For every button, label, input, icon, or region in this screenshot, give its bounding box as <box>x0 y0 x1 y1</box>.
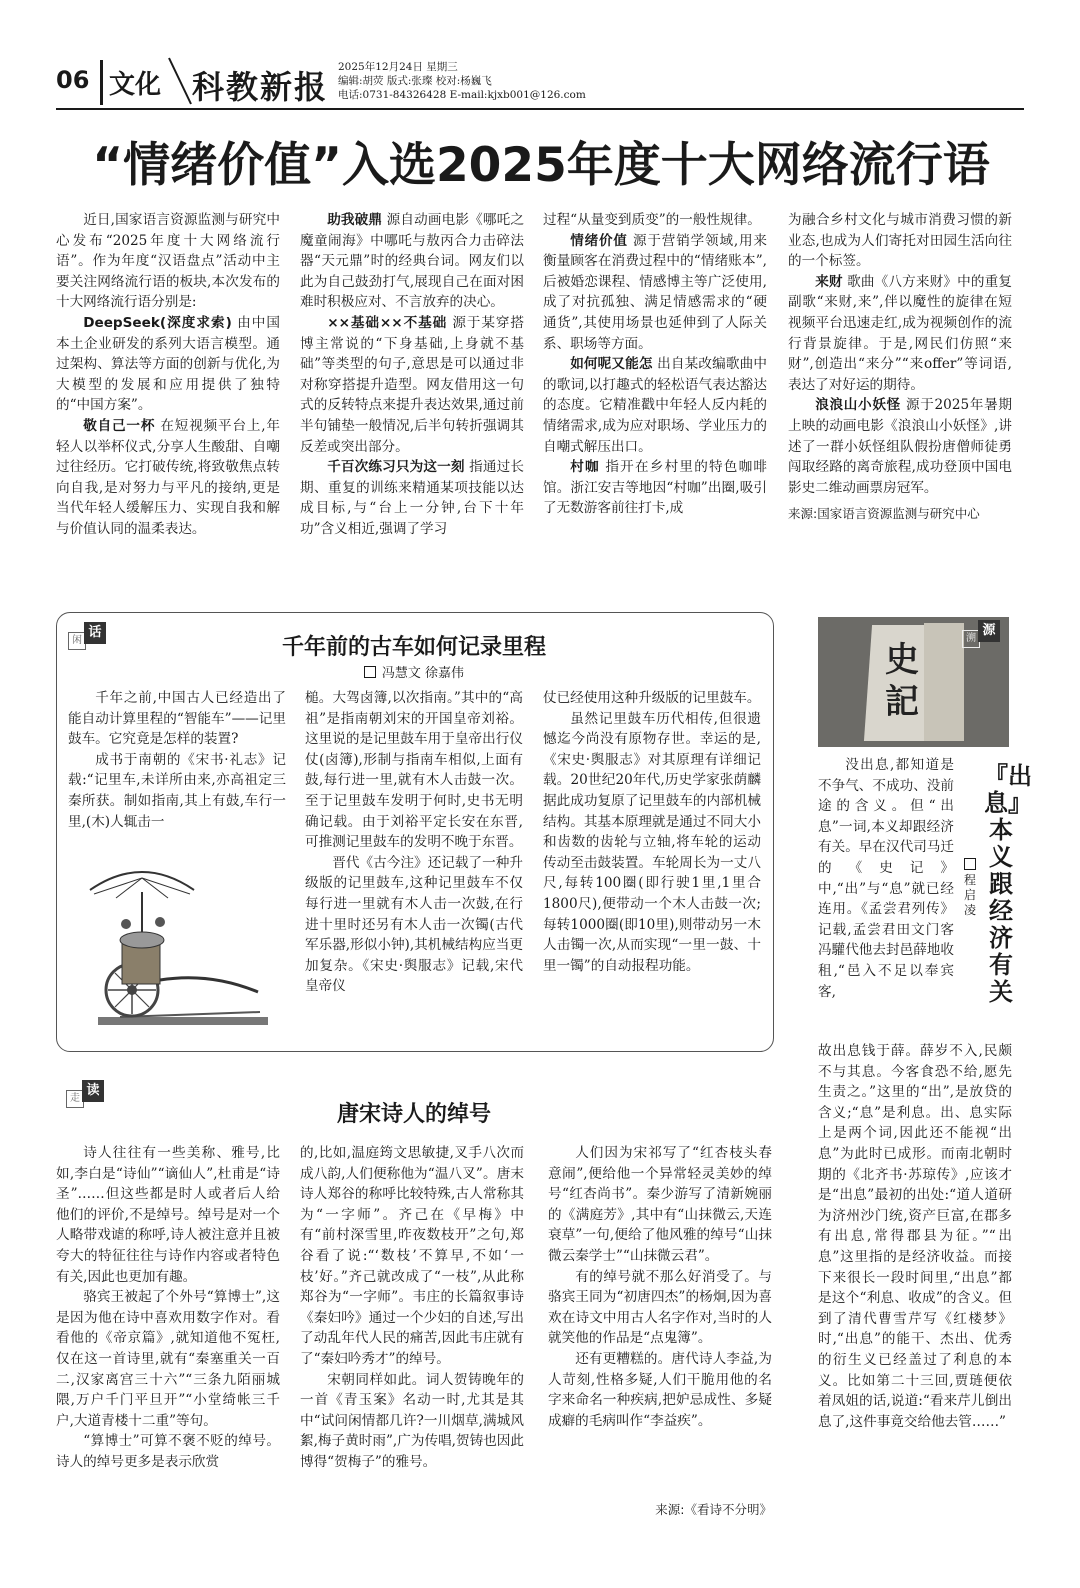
term-keyword: DeepSeek(深度求索) <box>83 314 232 331</box>
term-keyword: 如何呢又能怎 <box>570 356 653 373</box>
paragraph <box>300 457 524 539</box>
paragraph: 虽然记里鼓车历代相传,但很遗憾迄今尚没有原物存世。幸运的是,《宋史·舆服志》对其原理有详细记载。20世纪20年代,历史学家张荫麟据此成功复原了记里鼓车的内部机械结构。其基本原理就是通过不同大小和齿数的齿轮与立轴,将车轮的运动传动至击鼓装置。车轮周长为一丈八尺,每转100圈(即行驶1里,1里合1800尺),便带动一个木人击鼓一次;每转1000圈(即10里),则带动另一木人击镯一次,从而实现“一里一鼓、十里一镯”的自动报程功能。 <box>543 710 761 974</box>
origin-narrow-text: 没出息,都知道是不争气、不成功、没前途的含义。但“出息”一词,本义却跟经济有关。早在汉代司马迁的《史记》中,“出”与“息”就已经连用。《孟尝君列传》记载,孟尝君田文门客冯驩代他去封邑薛地收租,“邑入不足以奉宾客, <box>818 757 954 1000</box>
term-text: 出自某改编歌曲中的歌词,以打趣式的轻松语气表达豁达的态度。它精准戳中年轻人反内耗的情绪需求,成为应对职场、学业压力的自嘲式解压出口。 <box>543 356 768 455</box>
poets-column-1 <box>56 1143 280 1473</box>
feature-column-1 <box>68 688 286 832</box>
tag-big: 源 <box>978 620 1000 642</box>
feature-column-3 <box>543 688 761 976</box>
tag-big: 话 <box>84 622 106 644</box>
tag-small: 溯 <box>962 630 980 648</box>
paragraph <box>788 210 1012 272</box>
term-text: 过程“从量变到质变”的一般性规律。 <box>543 212 761 228</box>
paragraph <box>300 210 524 313</box>
photo-calligraphy: 史記 <box>885 640 919 722</box>
term-keyword: 助我破鼎 <box>327 212 383 228</box>
term-text: 为融合乡村文化与城市消费习惯的新业态,也成为人们寄托对田园生活向往的一个标签。 <box>788 212 1012 270</box>
term-keyword: 村咖 <box>570 459 600 476</box>
paragraph: 骆宾王被起了个外号“算博士”,这是因为他在诗中喜欢用数字作对。看看他的《帝京篇》,就知道他不冤枉,仅在这一首诗里,就有“秦塞重关一百二,汉家离宫三十六”“三条九陌丽城隈,万户千门平旦开”“小堂绮帐三千户,大道青楼十二重”等句。 <box>56 1289 280 1429</box>
byline-authors: 冯慧文 徐嘉伟 <box>381 666 465 681</box>
paragraph: 有的绰号就不那么好消受了。与骆宾王同为“初唐四杰”的杨炯,因为喜欢在诗文中用古人名字作对,当时的人就笑他的作品是“点鬼簿”。 <box>548 1268 772 1347</box>
term-text: 指通过长期、重复的训练来精通某项技能以达成目标,与“台上一分钟,台下十年功”含义相近,强调了学习 <box>300 459 525 537</box>
term-text: 源自动画电影《哪吒之魔童闹海》中哪吒与敖丙合力击碎法器“天元鼎”时的经典台词。网友们以此为自己鼓劲打气,展现自己在面对困难时积极应对、不言放弃的决心。 <box>300 212 525 311</box>
term-keyword: 千百次练习只为这一刻 <box>327 459 465 476</box>
paragraph <box>788 272 1012 396</box>
paragraph: 还有更糟糕的。唐代诗人李益,为人苛刻,性格多疑,人们干脆用他的名字来命名一种疾病,把妒忌成性、多疑成癖的毛病叫作“李益疾”。 <box>548 1350 772 1429</box>
term-keyword: 来财 <box>815 273 843 290</box>
paragraph: 的,比如,温庭筠文思敏捷,叉手八次而成八韵,人们便称他为“温八叉”。唐末诗人郑谷的称呼比较特殊,古人常称其为“一字师”。齐己在《早梅》中有“前村深雪里,昨夜数枝开”之句,郑谷看了说:“‘数枝’不算早,不如‘一枝’好。”齐己就改成了“一枝”,从此称郑谷为“一字师”。韦庄的长篇叙事诗《秦妇吟》通过一个少妇的自述,写出了动乱年代人民的痛苦,因此韦庄就有了“秦妇吟秀才”的绰号。 <box>300 1145 524 1367</box>
paragraph <box>788 395 1012 498</box>
feature-column-2 <box>305 688 523 997</box>
paragraph: 诗人往往有一些美称、雅号,比如,李白是“诗仙”“谪仙人”,杜甫是“诗圣”……但这些都是时人或者后人给他们的评价,不是绰号。绰号是对一个人略带戏谑的称呼,诗人被注意并且被夸大的特征往往与诗作内容或者特色有关,因此也更加有趣。 <box>56 1145 280 1285</box>
paragraph: 仗已经使用这种升级版的记里鼓车。 <box>543 690 761 706</box>
term-keyword: 浪浪山小妖怪 <box>815 397 901 414</box>
paragraph <box>300 313 524 457</box>
paragraph: 千年之前,中国古人已经造出了能自动计算里程的“智能车”——记里鼓车。它究竟是怎样的装置? <box>68 690 286 748</box>
lead-source: 来源:国家语言资源监测与研究中心 <box>788 506 980 522</box>
masthead-rule <box>56 108 1024 110</box>
paragraph <box>543 457 767 519</box>
term-text: 在短视频平台上,年轻人以举杯仪式,分享人生酸甜、自嘲过往经历。它打破传统,将致敬焦点转向自我,是对努力与平凡的接纳,更是当代年轻人缓解压力、实现自我和解与价值认同的温柔表达。 <box>56 417 280 537</box>
drum-cart-illustration <box>80 862 280 1034</box>
paragraph <box>543 231 767 355</box>
paragraph: 宋朝同样如此。词人贺铸晚年的一首《青玉案》名动一时,尤其是其中“试问闲情都几许?一川烟草,满城风絮,梅子黄时雨”,广为传唱,贺铸也因此博得“贺梅子”的雅号。 <box>300 1371 524 1470</box>
paragraph <box>56 210 280 313</box>
term-keyword: 情绪价值 <box>570 232 628 249</box>
page-number: 06 <box>56 66 90 94</box>
paragraph <box>56 416 280 540</box>
feature-byline <box>56 662 772 681</box>
term-text: 源于2025年暑期上映的动画电影《浪浪山小妖怪》,讲述了一群小妖怪组队假扮唐僧师徒勇闯取经路的离奇旅程,成功登顶中国电影史二维动画票房冠军。 <box>788 397 1012 496</box>
byline-square-icon <box>364 666 376 678</box>
tag-big: 读 <box>82 1080 104 1102</box>
lead-column-4 <box>788 210 1012 525</box>
paragraph: 槌。大驾卤簿,以次指南。”其中的“高祖”是指南朝刘宋的开国皇帝刘裕。这里说的是记里鼓车用于皇帝出行仪仗(卤簿),形制与指南车相似,上面有鼓,每行进一里,就有木人击鼓一次。至于记里鼓车发明于何时,史书无明确记载。由于刘裕平定长安在东晋,可推测记里鼓车的发明不晚于东晋。 <box>305 690 523 851</box>
paragraph: 晋代《古今注》还记载了一种升级版的记里鼓车,这种记里鼓车不仅每行进一里就有木人击一次鼓,在行进十里时还另有木人击一次镯(古代军乐器,形似小钟),其机械结构应当更加复杂。《宋史·舆服志》记载,宋代皇帝仪 <box>305 854 523 995</box>
paragraph <box>543 354 767 457</box>
term-text: 近日,国家语言资源监测与研究中心发布“2025年度十大网络流行语”。作为年度“汉语盘点”活动中主要关注网络流行语的板块,本次发布的十大网络流行语分别是: <box>56 212 280 311</box>
poets-column-3 <box>548 1143 772 1431</box>
term-keyword: ××基础××不基础 <box>327 314 448 331</box>
date-line: 2025年12月24日 星期三 <box>338 61 458 73</box>
term-text: 指开在乡村里的特色咖啡馆。浙江安吉等地因“村咖”出圈,吸引了无数游客前往打卡,成 <box>543 459 768 517</box>
masthead-slash-divider <box>165 56 195 106</box>
vertical-author: 程启凌 <box>963 873 976 917</box>
feature-title: 千年前的古车如何记录里程 <box>281 635 546 660</box>
paragraph <box>56 313 280 416</box>
poets-title: 唐宋诗人的绰号 <box>336 1102 491 1127</box>
masthead-meta <box>338 60 586 102</box>
term-text: 源于营销学领域,用来衡量顾客在消费过程中的“情绪账本”,后被婚恋课程、情感博主等广泛使用,成了对抗孤独、满足情感需求的“硬通货”,其使用场景也延伸到了人际关系、职场等方面。 <box>543 232 768 352</box>
paragraph: 成书于南朝的《宋书·礼志》记载:“记里车,未详所由来,亦高祖定三秦所获。制如指南,其上有鼓,车行一里,(木)人辄击一 <box>68 751 286 830</box>
lead-column-1 <box>56 210 280 540</box>
editors-line: 编辑:胡荧 版式:张璨 校对:杨巍飞 <box>338 75 492 87</box>
poets-column-2 <box>300 1143 524 1473</box>
lead-column-3 <box>543 210 767 519</box>
paragraph: “算博士”可算不褒不贬的绰号。诗人的绰号更多是表示欣赏 <box>56 1433 280 1470</box>
lead-column-2 <box>300 210 524 540</box>
term-keyword: 敬自己一杯 <box>83 417 156 434</box>
poets-source: 来源:《看诗不分明》 <box>655 1502 772 1517</box>
tag-small: 闲 <box>68 632 86 650</box>
term-text: 歌曲《八方来财》中的重复副歌“来财,来”,伴以魔性的旋律在短视频平台迅速走红,成为视频创作的流行背景旋律。于是,网民们仿照“来财”,创造出“来分”“来offer”等词语,表达了对好运的期待。 <box>788 273 1013 393</box>
lead-headline: “情绪价值”入选2025年度十大网络流行语 <box>92 138 990 193</box>
vertical-title: 『出息』本义跟经济有关 <box>984 762 1032 1006</box>
newspaper-name: 科教新报 <box>192 68 329 106</box>
byline-square-icon <box>964 858 976 870</box>
column-tag-suyuan <box>962 620 1000 648</box>
origin-wide-text: 故出息钱于薛。薛岁不入,民颇不与其息。今客食恐不给,愿先生责之。”这里的“出”,是放贷的含义;“息”是利息。出、息实际上是两个词,因此还不能视“出息”为此时已成形。而南北朝时期的《北齐书·苏琼传》,应该才是“出息”最初的出处:“道人道研为济州沙门统,资产巨富,在郡多有出息,常得郡县为征。”“出息”这里指的是经济收益。而接下来很长一段时间里,“出息”都是这个“利息、收成”的含义。但到了清代曹雪芹写《红楼梦》时,“出息”的能干、杰出、优秀的衍生义已经盖过了利息的本义。比如第二十三回,贾琏便依着凤姐的话,说道:“看来芹儿倒出息了,这件事竟交给他去管……” <box>818 1043 1012 1430</box>
term-text: 由中国本土企业研发的系列大语言模型。通过架构、算法等方面的创新与优化,为大模型的发展和应用提供了独特的“中国方案”。 <box>56 314 280 414</box>
contact-line: 电话:0731-84326428 E-mail:kjxb001@126.com <box>338 89 586 101</box>
paragraph <box>543 210 767 231</box>
paragraph: 人们因为宋祁写了“红杏枝头春意闹”,便给他一个异常轻灵美妙的绰号“红杏尚书”。秦少游写了清新婉丽的《满庭芳》,其中有“山抹微云,天连衰草”一句,便给了他风雅的绰号“山抹微云秦学士”“山抹微云君”。 <box>548 1145 772 1264</box>
tag-small: 走 <box>66 1090 84 1108</box>
section-name: 文化 <box>100 60 167 105</box>
term-text: 源于某穿搭博主常说的“下身基础,上身就不基础”等类型的句子,意思是可以通过非对称穿搭提升造型。网友借用这一句式的反转特点来提升表达效果,通过前半句铺垫一般情况,后半句转折强调其反差或突出部分。 <box>300 314 525 455</box>
